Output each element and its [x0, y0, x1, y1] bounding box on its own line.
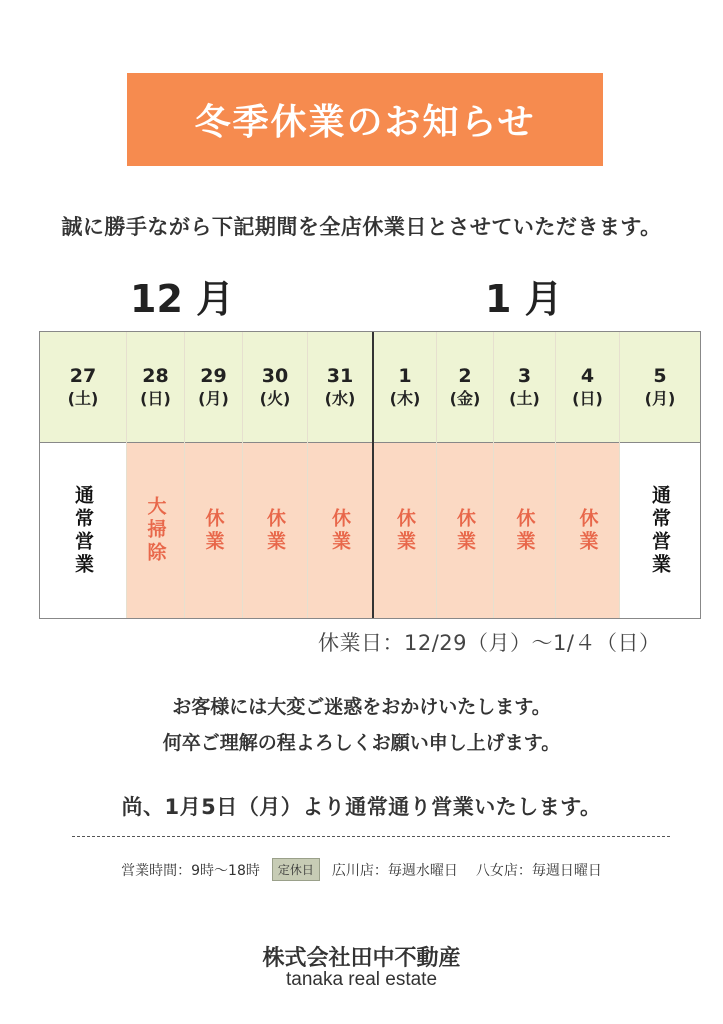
day-of-week: (木): [389, 389, 421, 408]
day-status: 休業: [513, 507, 536, 554]
holiday-calendar: [39, 331, 701, 619]
hours-text: 営業時間：9時〜18時: [121, 862, 260, 879]
day-status: 休業: [576, 507, 599, 554]
calendar-day: [555, 332, 619, 618]
day-status: 通常営業: [72, 484, 94, 577]
day-status: 休業: [202, 507, 225, 554]
day-number: 29: [200, 365, 227, 387]
day-status: 休業: [394, 507, 416, 554]
calendar-day: [40, 332, 126, 618]
hirokawa-holiday: 広川店：毎週水曜日: [331, 862, 458, 879]
apology-line-1: お客様には大変ご迷惑をおかけいたします。: [172, 696, 551, 718]
day-status: 通常営業: [649, 484, 671, 577]
day-status: 休業: [454, 507, 476, 554]
calendar-day: [436, 332, 493, 618]
calendar-day: [307, 332, 372, 618]
day-number: 1: [398, 365, 412, 387]
day-number: 27: [69, 365, 97, 387]
company-name: 株式会社田中不動産: [262, 946, 461, 971]
day-of-week: (日): [572, 389, 603, 408]
calendar-day: [619, 332, 700, 618]
day-of-week: (火): [259, 389, 291, 408]
regular-holiday-badge: 定休日: [272, 858, 320, 881]
day-of-week: (土): [509, 389, 540, 408]
title-banner: [127, 73, 603, 166]
intro-text: 誠に勝手ながら下記期間を全店休業日とさせていただきます。: [61, 215, 662, 239]
calendar-day: [126, 332, 184, 618]
day-of-week: (月): [198, 389, 229, 408]
day-status: 休業: [264, 507, 286, 554]
page-title: 冬季休業のお知らせ: [194, 102, 536, 143]
day-of-week: (月): [644, 389, 676, 408]
day-status: 大掃除: [144, 496, 167, 565]
calendar-day: [372, 332, 436, 618]
closure-period: 休業日：12/29（月）〜1/４（日）: [318, 631, 661, 655]
calendar-day: [184, 332, 242, 618]
yame-holiday: 八女店：毎週日曜日: [475, 862, 602, 879]
month-label-january: 1 月: [485, 277, 563, 321]
day-number: 30: [261, 365, 289, 387]
day-number: 2: [458, 365, 472, 387]
business-hours: [0, 858, 723, 881]
day-number: 4: [580, 365, 595, 387]
day-of-week: (日): [140, 389, 171, 408]
day-of-week: (金): [449, 389, 481, 408]
company-name-en: tanaka real estate: [285, 969, 438, 990]
day-number: 28: [142, 365, 169, 387]
day-number: 3: [517, 365, 532, 387]
day-number: 5: [653, 365, 667, 387]
dashed-divider: [72, 836, 670, 837]
resume-notice: 尚、1月5日（月）より通常通り営業いたします。: [121, 795, 602, 819]
day-status: 休業: [329, 507, 351, 554]
calendar-day: [493, 332, 555, 618]
day-of-week: (土): [67, 389, 99, 408]
month-label-december: 12 月: [130, 277, 235, 321]
day-of-week: (水): [324, 389, 356, 408]
day-number: 31: [326, 365, 354, 387]
apology-line-2: 何卒ご理解の程よろしくお願い申し上げます。: [162, 732, 561, 754]
calendar-day: [242, 332, 307, 618]
